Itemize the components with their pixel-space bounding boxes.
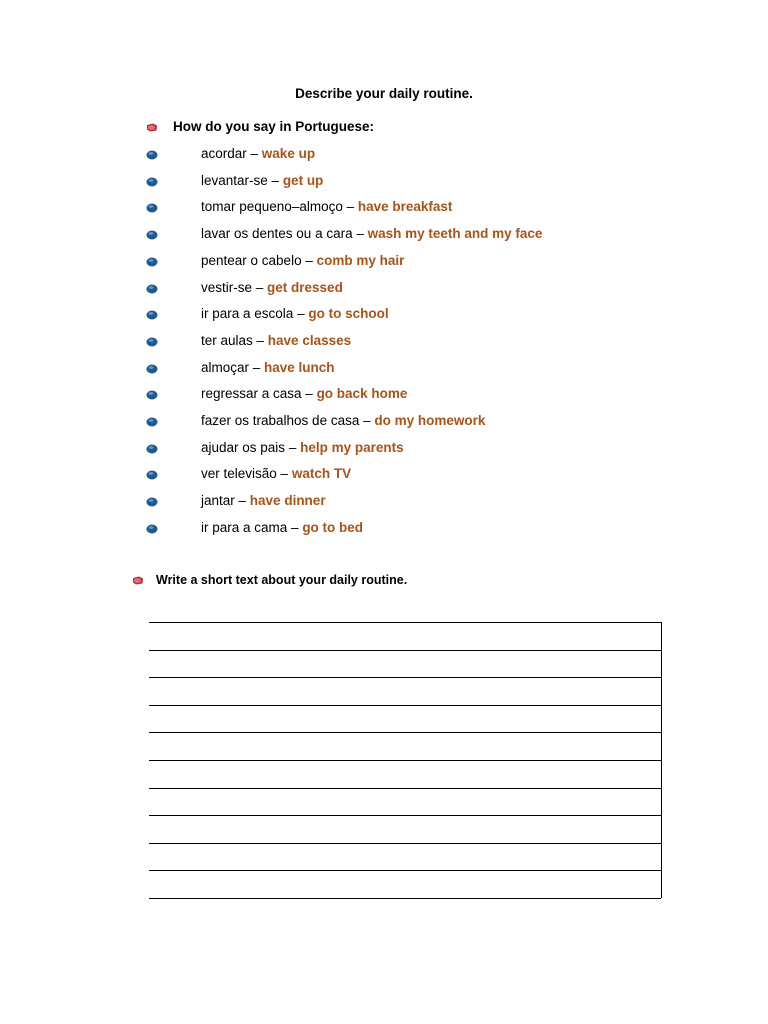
vocab-item	[146, 253, 746, 273]
writing-area[interactable]	[149, 622, 662, 898]
vocab-text	[201, 466, 351, 481]
blue-bullet-icon	[146, 230, 158, 240]
writing-line[interactable]	[149, 732, 661, 733]
writing-line[interactable]	[149, 898, 661, 899]
term-separator: –	[285, 439, 301, 455]
term-separator: –	[301, 386, 317, 402]
writing-line[interactable]	[149, 843, 661, 844]
english-term: have breakfast	[357, 199, 453, 215]
vocab-text	[201, 280, 343, 295]
english-term: go back home	[316, 386, 408, 402]
red-bullet-icon	[146, 123, 158, 132]
portuguese-term: regressar a casa	[201, 386, 302, 402]
english-term: go to bed	[302, 519, 364, 535]
english-term: have dinner	[249, 493, 326, 509]
section-heading-vocab: How do you say in Portuguese:	[173, 119, 375, 134]
vocab-text	[201, 413, 485, 428]
term-separator: –	[301, 252, 317, 268]
blue-bullet-icon	[146, 524, 158, 534]
term-separator: –	[293, 306, 309, 322]
writing-line[interactable]	[149, 815, 661, 816]
writing-line[interactable]	[149, 760, 661, 761]
english-term: have classes	[267, 332, 352, 348]
blue-bullet-icon	[146, 497, 158, 507]
vocab-item	[146, 226, 746, 246]
vocab-text	[201, 226, 542, 241]
blue-bullet-icon	[146, 337, 158, 347]
blue-bullet-icon	[146, 417, 158, 427]
english-term: help my parents	[300, 439, 404, 455]
portuguese-term: ver televisão	[201, 466, 277, 482]
english-term: have lunch	[264, 359, 335, 375]
term-separator: –	[252, 332, 268, 348]
portuguese-term: pentear o cabelo	[201, 252, 302, 268]
blue-bullet-icon	[146, 150, 158, 160]
portuguese-term: tomar pequeno–almoço	[201, 199, 343, 215]
vocab-item	[146, 173, 746, 193]
vocab-item	[146, 386, 746, 406]
term-separator: –	[359, 413, 375, 428]
vocab-item	[146, 520, 746, 540]
vocab-item	[146, 360, 746, 380]
red-bullet-icon	[132, 576, 144, 585]
vocab-item	[146, 333, 746, 353]
term-separator: –	[252, 279, 268, 295]
vocab-item	[146, 280, 746, 300]
vocab-text	[201, 493, 326, 508]
portuguese-term: ir para a escola	[201, 306, 294, 322]
blue-bullet-icon	[146, 177, 158, 187]
blue-bullet-icon	[146, 284, 158, 294]
portuguese-term: ajudar os pais	[201, 439, 286, 455]
vocab-text	[201, 146, 315, 161]
writing-line[interactable]	[149, 788, 661, 789]
portuguese-term: ter aulas	[201, 332, 253, 348]
english-term: go to school	[308, 306, 389, 322]
portuguese-term: ir para a cama	[201, 519, 288, 535]
term-separator: –	[267, 172, 283, 188]
blue-bullet-icon	[146, 390, 158, 400]
blue-bullet-icon	[146, 310, 158, 320]
writing-line[interactable]	[149, 622, 661, 623]
blue-bullet-icon	[146, 470, 158, 480]
vocab-item	[146, 440, 746, 460]
term-separator: –	[249, 359, 265, 375]
english-term: watch TV	[291, 466, 352, 482]
portuguese-term: jantar	[201, 493, 235, 509]
blue-bullet-icon	[146, 364, 158, 374]
vocab-text	[201, 306, 389, 321]
writing-line[interactable]	[149, 677, 661, 678]
term-separator: –	[287, 519, 303, 535]
term-separator: –	[276, 466, 292, 482]
writing-line[interactable]	[149, 870, 661, 871]
blue-bullet-icon	[146, 444, 158, 454]
portuguese-term: fazer os trabalhos de casa	[201, 413, 360, 428]
english-term: get dressed	[267, 279, 343, 295]
blue-bullet-icon	[146, 203, 158, 213]
vocab-text	[201, 386, 407, 401]
english-term: wake up	[261, 146, 316, 161]
term-separator: –	[234, 493, 250, 509]
vocab-item	[146, 466, 746, 486]
vocab-text	[201, 440, 404, 455]
portuguese-term: vestir-se	[201, 279, 253, 295]
vocab-item	[146, 306, 746, 326]
writing-line[interactable]	[149, 705, 661, 706]
vocab-text	[201, 173, 323, 188]
portuguese-term: levantar-se	[201, 172, 268, 188]
vocab-text	[201, 253, 404, 268]
section-heading-writing: Write a short text about your daily routine.	[156, 573, 408, 587]
term-separator: –	[342, 199, 358, 215]
vocab-item	[146, 413, 746, 433]
vocab-item	[146, 199, 746, 219]
vocab-item	[146, 146, 746, 166]
writing-line[interactable]	[149, 650, 661, 651]
blue-bullet-icon	[146, 257, 158, 267]
vocab-item	[146, 493, 746, 513]
portuguese-term: lavar os dentes ou a cara	[201, 226, 353, 242]
english-term: comb my hair	[316, 252, 405, 268]
vocab-text	[201, 520, 363, 535]
english-term: wash my teeth and my face	[367, 226, 543, 242]
vocab-text	[201, 360, 335, 375]
portuguese-term: acordar	[201, 146, 247, 161]
term-separator: –	[246, 146, 262, 161]
vocab-text	[201, 199, 452, 214]
portuguese-term: almoçar	[201, 359, 250, 375]
page-title: Describe your daily routine.	[295, 86, 473, 101]
english-term: do my homework	[374, 413, 486, 428]
term-separator: –	[352, 226, 368, 242]
english-term: get up	[282, 172, 324, 188]
vocab-text	[201, 333, 351, 348]
